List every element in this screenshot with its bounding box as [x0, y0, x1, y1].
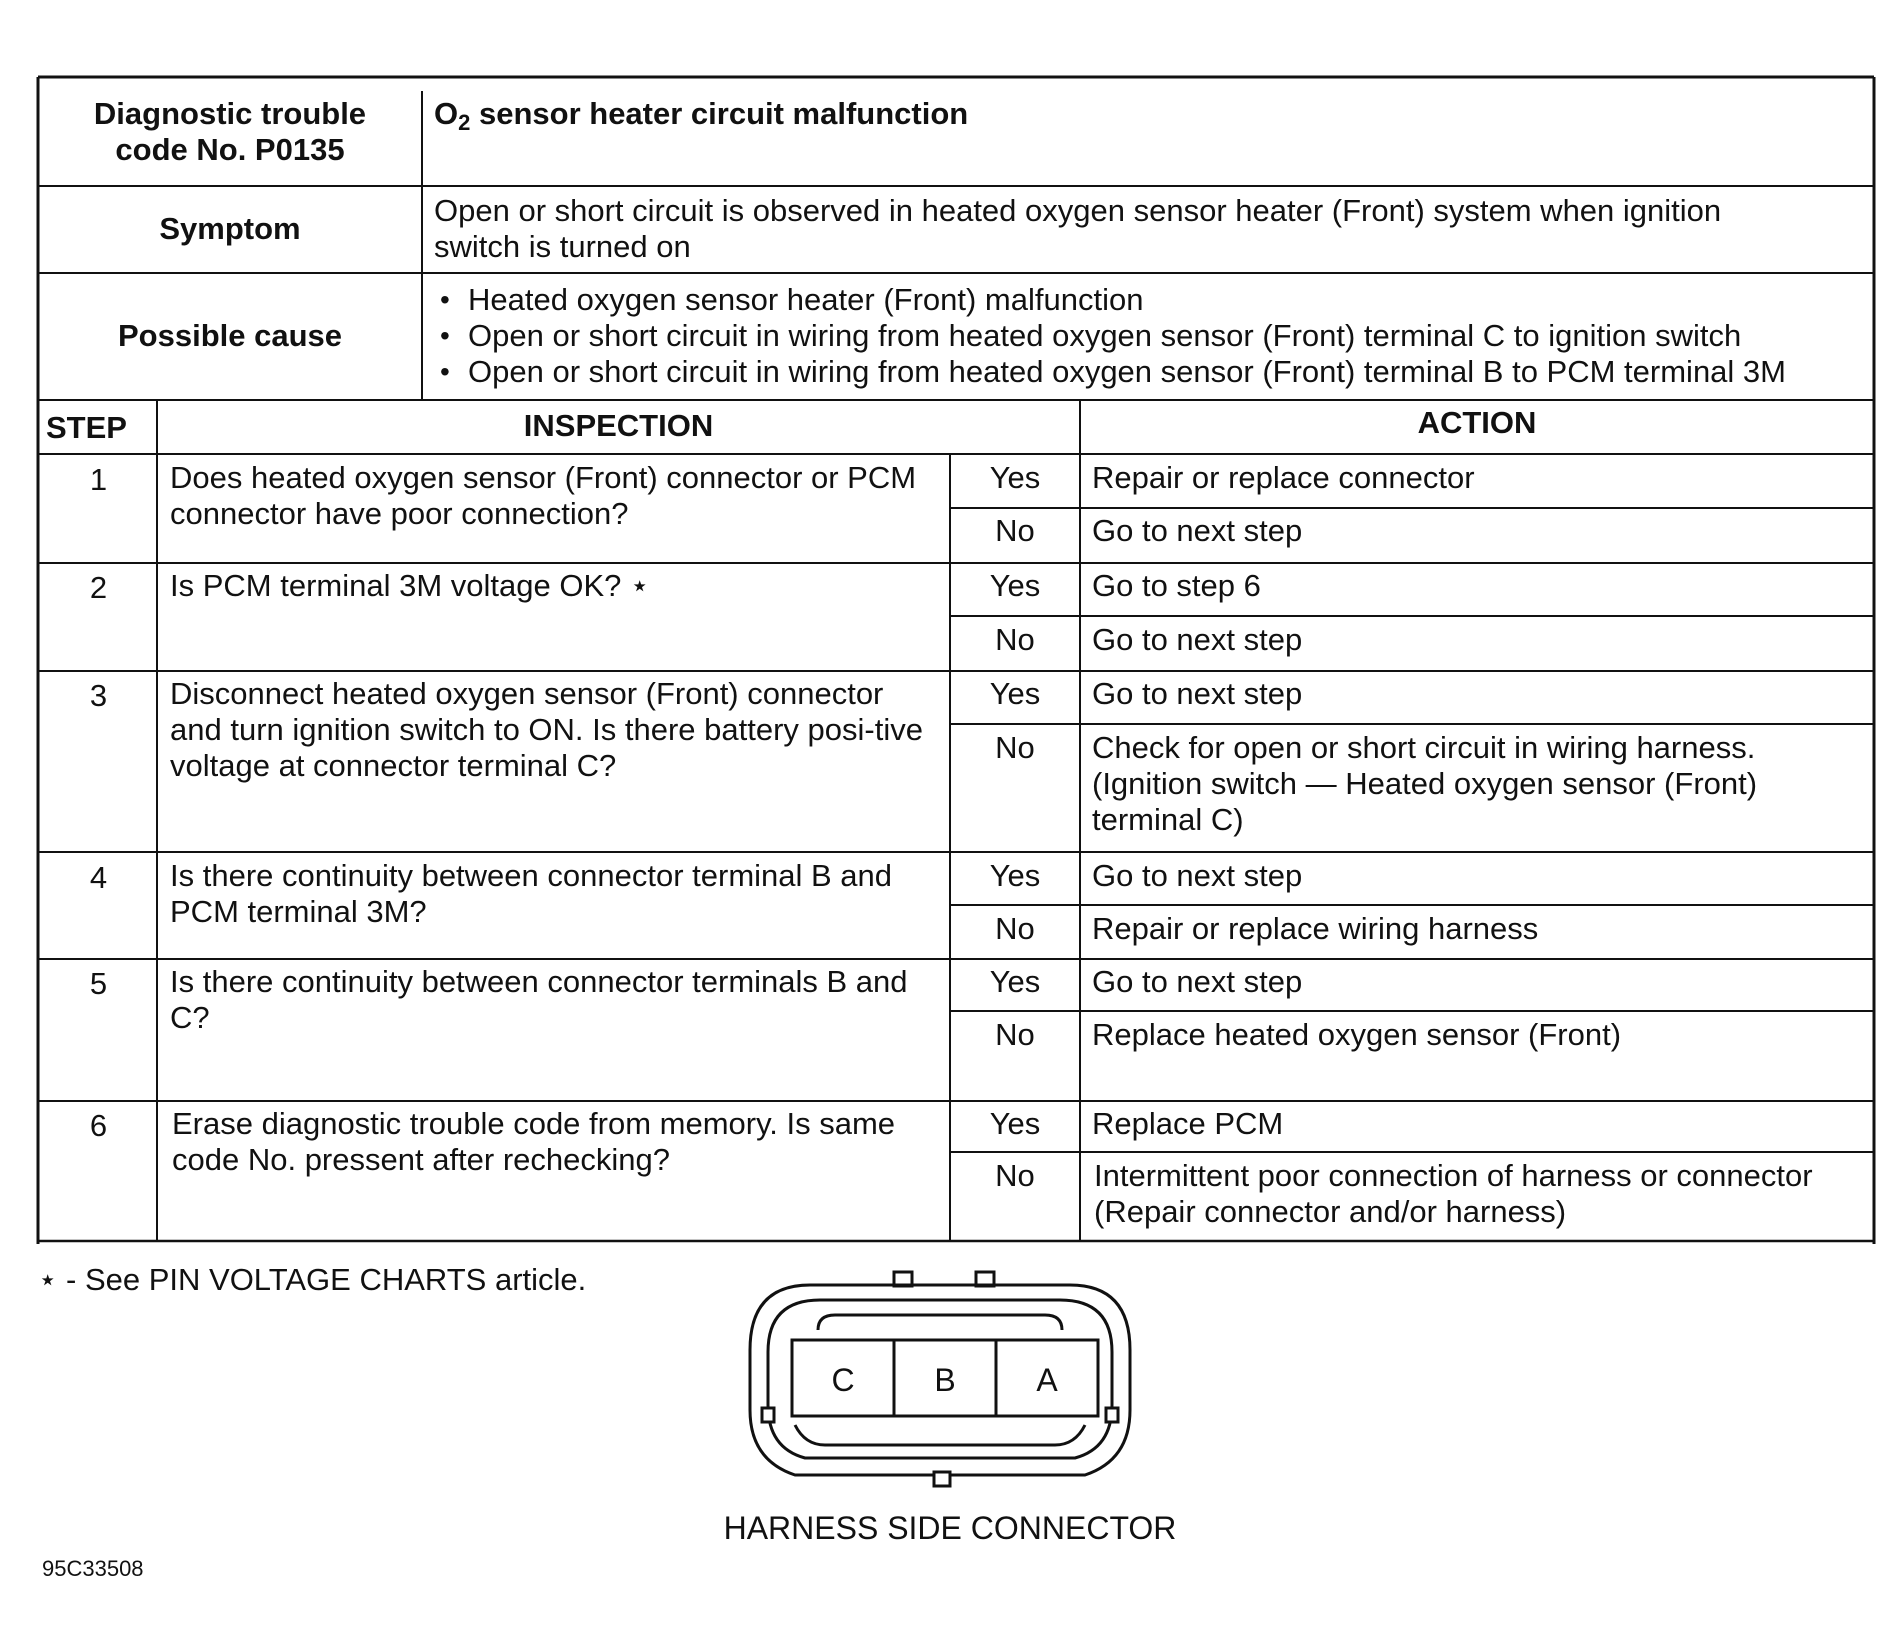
connector-pin-b: B [934, 1362, 956, 1398]
no-label: No [995, 1017, 1035, 1052]
title-prefix: O [434, 96, 459, 131]
step-inspection: Erase diagnostic trouble code from memory. Is same code No. pressent after rechecking? [172, 1106, 896, 1177]
yes-label: Yes [989, 858, 1041, 893]
cause-item: • Open or short circuit in wiring from heated oxygen sensor (Front) terminal B to PCM terminal 3M [434, 354, 1786, 390]
inspection-column-header: INSPECTION [523, 408, 714, 443]
title-subscript: 2 [458, 110, 471, 135]
possible-cause-list [434, 282, 1786, 390]
yes-label: Yes [989, 1106, 1041, 1141]
no-label: No [995, 513, 1035, 548]
yes-action: Go to next step [1092, 858, 1303, 893]
footnote: ⋆ - See PIN VOLTAGE CHARTS article. [38, 1262, 587, 1297]
no-action: Intermittent poor connection of harness or connector (Repair connector and/or harness) [1094, 1158, 1813, 1229]
step-inspection: Is there continuity between connector terminal B and PCM terminal 3M? [170, 858, 893, 929]
no-action: Repair or replace wiring harness [1092, 911, 1539, 946]
no-label: No [995, 622, 1035, 657]
connector-pin-c: C [831, 1362, 855, 1398]
connector-caption: HARNESS SIDE CONNECTOR [723, 1510, 1177, 1546]
yes-action: Replace PCM [1092, 1106, 1284, 1141]
symptom-text: Open or short circuit is observed in heated oxygen sensor heater (Front) system when ignition switch is turned on [434, 193, 1722, 264]
step-inspection: Does heated oxygen sensor (Front) connector or PCM connector have poor connection? [170, 460, 917, 531]
no-label: No [995, 730, 1035, 765]
step-number: 6 [89, 1108, 108, 1143]
step-number: 5 [89, 966, 108, 1001]
step-number: 2 [89, 570, 108, 605]
no-action: Replace heated oxygen sensor (Front) [1092, 1017, 1622, 1052]
no-action: Check for open or short circuit in wiring harness. (Ignition switch — Heated oxygen sensor (Front) terminal C) [1092, 730, 1758, 837]
possible-cause-label: Possible cause [117, 318, 342, 353]
action-column-header: ACTION [1417, 405, 1537, 440]
connector-pin-a: A [1036, 1362, 1058, 1398]
yes-action: Go to step 6 [1092, 568, 1261, 603]
no-action: Go to next step [1092, 622, 1303, 657]
cause-item: • Heated oxygen sensor heater (Front) malfunction [434, 282, 1786, 318]
step-number: 3 [89, 678, 108, 713]
cause-item: • Open or short circuit in wiring from heated oxygen sensor (Front) terminal C to ignition switch [434, 318, 1786, 354]
title-suffix: sensor heater circuit malfunction [470, 96, 969, 131]
yes-action: Repair or replace connector [1092, 460, 1475, 495]
step-inspection: Disconnect heated oxygen sensor (Front) connector and turn ignition switch to ON. Is there battery posi-tive voltage at connector terminal C? [170, 676, 923, 783]
yes-label: Yes [989, 568, 1041, 603]
malfunction-title [434, 96, 969, 135]
yes-label: Yes [989, 676, 1041, 711]
yes-action: Go to next step [1092, 964, 1303, 999]
symptom-label: Symptom [159, 211, 301, 246]
dtc-label: Diagnostic trouble code No. P0135 [93, 96, 367, 167]
step-number: 1 [89, 462, 108, 497]
yes-action: Go to next step [1092, 676, 1303, 711]
no-action: Go to next step [1092, 513, 1303, 548]
step-inspection: Is PCM terminal 3M voltage OK? ⋆ [170, 568, 650, 603]
step-inspection: Is there continuity between connector terminals B and C? [170, 964, 908, 1035]
no-label: No [995, 911, 1035, 946]
no-label: No [995, 1158, 1035, 1193]
yes-label: Yes [989, 964, 1041, 999]
figure-id: 95C33508 [42, 1556, 144, 1581]
yes-label: Yes [989, 460, 1041, 495]
step-number: 4 [89, 860, 108, 895]
step-column-header: STEP [46, 410, 127, 445]
